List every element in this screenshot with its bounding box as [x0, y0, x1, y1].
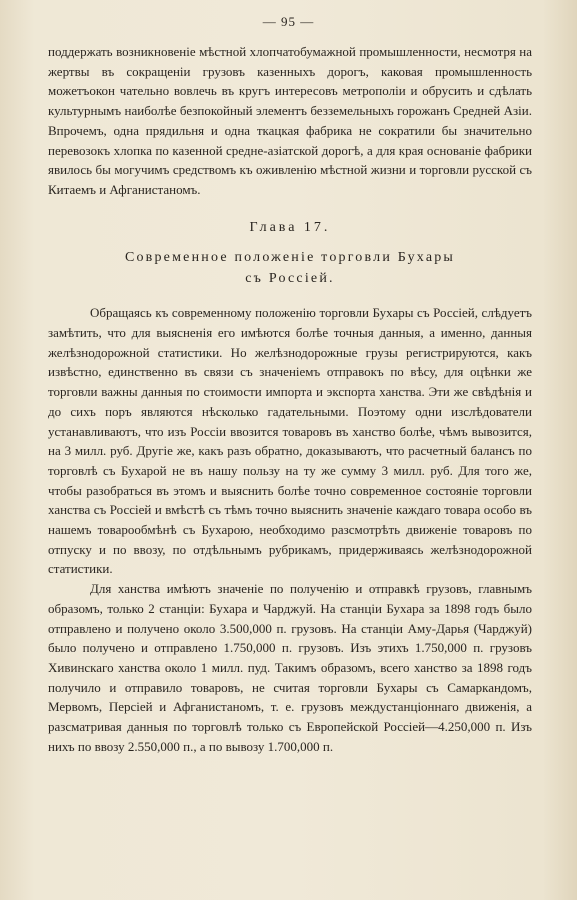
paragraph-1: Обращаясь къ современному положенію торговли Бухары съ Россіей, слѣдуетъ замѣтить, что для выясненія его имѣются болѣе точныя данныя, а именно, данныя желѣзнодорожной статистики. Но желѣзнодорожные грузы регистрируются, какъ извѣстно, единственно въ связи съ значеніемъ отправокъ по вѣсу, для оцѣнки же торговли важны данныя по стоимости импорта и экспорта ханства. Эти же свѣдѣнія и до сихъ поръ являются нѣсколько гадательными. Поэтому одни изслѣдователи устанавливаютъ, что изъ Россіи ввозится товаровъ въ ханство болѣе, чѣмъ вывозится, на 3 милл. руб. Другіе же, какъ разъ обратно, доказываютъ, что расчетный балансъ по торговлѣ съ Бухарой не въ нашу пользу на ту же сумму 3 милл. руб. Для того же, чтобы разобраться въ этомъ и выяснить болѣе точно современное состояніе торговли ханства съ Россіей и вмѣстѣ съ тѣмъ точно выяснить значеніе каждаго товара особо въ нашемъ товарообмѣнѣ съ Бухарою, необходимо разсмотрѣть движеніе товаровъ по отпуску и по ввозу, по отдѣльнымъ рубрикамъ, придерживаясь желѣзнодорожной статистики. [48, 305, 532, 577]
paragraph-2: Для ханства имѣютъ значеніе по полученію и отправкѣ грузовъ, главнымъ образомъ, только 2 станціи: Бухара и Чарджуй. На станціи Бухара за 1898 годъ было отправлено и получено около 3.500,000 п. грузовъ. На станціи Аму-Дарья (Чарджуй) было получено и отправлено 1.750,000 п. грузовъ. Изъ этихъ 1.750,000 п. грузовъ Хивинскаго ханства около 1 милл. пуд. Такимъ образомъ, всего ханство за 1898 годъ получило и отправило товаровъ, не считая торговли Бухары съ Самаркандомъ, Мервомъ, Персіей и Афганистаномъ, т. е. грузовъ междустанціоннаго движенія, а разсматривая данныя по торговлѣ только съ Европейской Россіей—4.250,000 п. Изъ нихъ по ввозу 2.550,000 п., а по вывозу 1.700,000 п. [48, 581, 532, 754]
chapter-title [48, 247, 532, 289]
chapter-title-line-2: съ Россіей. [245, 271, 335, 287]
intro-paragraph: поддержать возникновеніе мѣстной хлопчатобумажной промышленности, несмотря на жертвы въ сокращеніи грузовъ казенныхъ дорогъ, каковая промышленность можетъокон чательно вовлечь въ кругъ интересовъ метрополіи и обрусить и сдѣлать культурнымъ наиболѣе безпокойный элементъ безземельныхъ горожанъ Средней Азіи. Впрочемъ, одна прядильня и одна ткацкая фабрика не сократили бы значительно перевозокъ хлопка по казенной средне-азіатской дорогѣ, а для края основаніе фабрики явилось бы могучимъ средствомъ къ оживленію мѣстной жизни и торговли русской съ Китаемъ и Афганистаномъ. [48, 44, 532, 197]
page-body [48, 42, 532, 757]
chapter-heading: Глава 17. [249, 219, 331, 235]
page-number: — 95 — [262, 14, 315, 29]
chapter-title-line-1: Современное положеніе торговли Бухары [124, 250, 456, 266]
